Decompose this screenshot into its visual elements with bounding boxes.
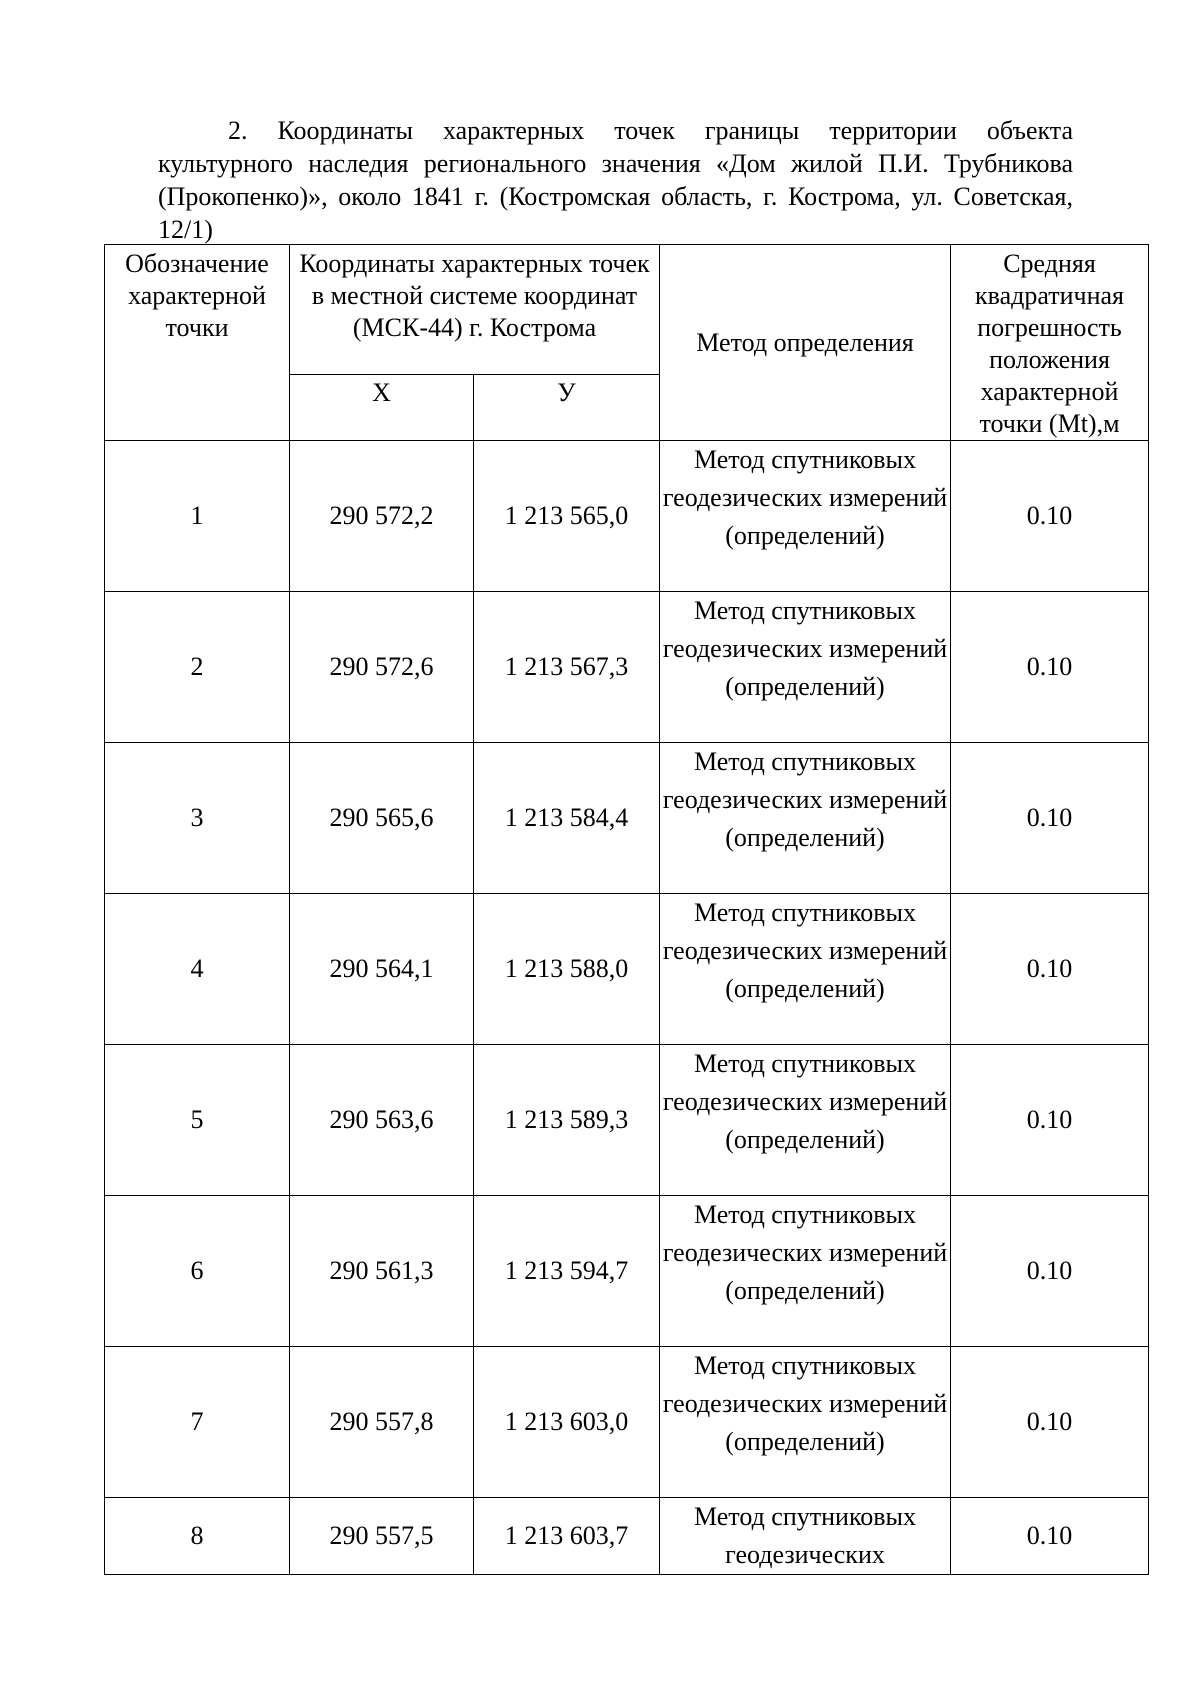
- cell-point: 6: [105, 1196, 290, 1347]
- heading-text: 2. Координаты характерных точек границы территории объекта культурного наследия регионального значения «Дом жилой П.И. Трубникова (Прокопенко)», около 1841 г. (Костромская область, г. Кострома, ул. Советская, 12/1): [158, 116, 1073, 244]
- cell-y: 1 213 603,0: [474, 1347, 660, 1498]
- cell-method: Метод спутниковых геодезических измерений (определений): [660, 592, 951, 743]
- cell-x: 290 563,6: [290, 1045, 474, 1196]
- cell-method: Метод спутниковых геодезических измерений (определений): [660, 1347, 951, 1498]
- cell-method: Метод спутниковых геодезических измерений (определений): [660, 1196, 951, 1347]
- cell-y: 1 213 567,3: [474, 592, 660, 743]
- cell-error: 0.10: [951, 1196, 1149, 1347]
- cell-x: 290 572,6: [290, 592, 474, 743]
- table-row: [105, 441, 1149, 592]
- table-row: [105, 1498, 1149, 1575]
- header-x: X: [290, 374, 474, 440]
- cell-y: 1 213 565,0: [474, 441, 660, 592]
- table-body: [105, 441, 1149, 1575]
- header-method: Метод определения: [660, 245, 951, 441]
- section-heading: [158, 114, 1073, 246]
- table-row: [105, 743, 1149, 894]
- header-point: Обозначение характерной точки: [105, 245, 290, 441]
- cell-error: 0.10: [951, 1045, 1149, 1196]
- cell-x: 290 565,6: [290, 743, 474, 894]
- cell-point: 7: [105, 1347, 290, 1498]
- table-row: [105, 1347, 1149, 1498]
- cell-point: 8: [105, 1498, 290, 1575]
- cell-point: 1: [105, 441, 290, 592]
- header-coords: Координаты характерных точек в местной системе координат (МСК-44) г. Кострома: [290, 245, 660, 375]
- cell-x: 290 572,2: [290, 441, 474, 592]
- cell-point: 4: [105, 894, 290, 1045]
- cell-x: 290 561,3: [290, 1196, 474, 1347]
- table-row: [105, 1045, 1149, 1196]
- cell-error: 0.10: [951, 894, 1149, 1045]
- table-row: [105, 894, 1149, 1045]
- cell-error: 0.10: [951, 743, 1149, 894]
- cell-point: 2: [105, 592, 290, 743]
- cell-y: 1 213 603,7: [474, 1498, 660, 1575]
- cell-y: 1 213 594,7: [474, 1196, 660, 1347]
- table-row: [105, 1196, 1149, 1347]
- cell-method: Метод спутниковых геодезических: [660, 1498, 951, 1575]
- cell-x: 290 557,8: [290, 1347, 474, 1498]
- cell-method: Метод спутниковых геодезических измерений (определений): [660, 1045, 951, 1196]
- coordinates-table: [104, 244, 1149, 1575]
- header-error: Средняя квадратичная погрешность положения характерной точки (Mt),м: [951, 245, 1149, 441]
- cell-x: 290 557,5: [290, 1498, 474, 1575]
- table-row: [105, 592, 1149, 743]
- cell-method: Метод спутниковых геодезических измерений (определений): [660, 894, 951, 1045]
- cell-method: Метод спутниковых геодезических измерений (определений): [660, 441, 951, 592]
- cell-y: 1 213 588,0: [474, 894, 660, 1045]
- cell-y: 1 213 589,3: [474, 1045, 660, 1196]
- cell-point: 5: [105, 1045, 290, 1196]
- cell-error: 0.10: [951, 1347, 1149, 1498]
- cell-y: 1 213 584,4: [474, 743, 660, 894]
- cell-error: 0.10: [951, 592, 1149, 743]
- cell-error: 0.10: [951, 1498, 1149, 1575]
- cell-method: Метод спутниковых геодезических измерений (определений): [660, 743, 951, 894]
- cell-error: 0.10: [951, 441, 1149, 592]
- header-y: У: [474, 374, 660, 440]
- cell-x: 290 564,1: [290, 894, 474, 1045]
- cell-point: 3: [105, 743, 290, 894]
